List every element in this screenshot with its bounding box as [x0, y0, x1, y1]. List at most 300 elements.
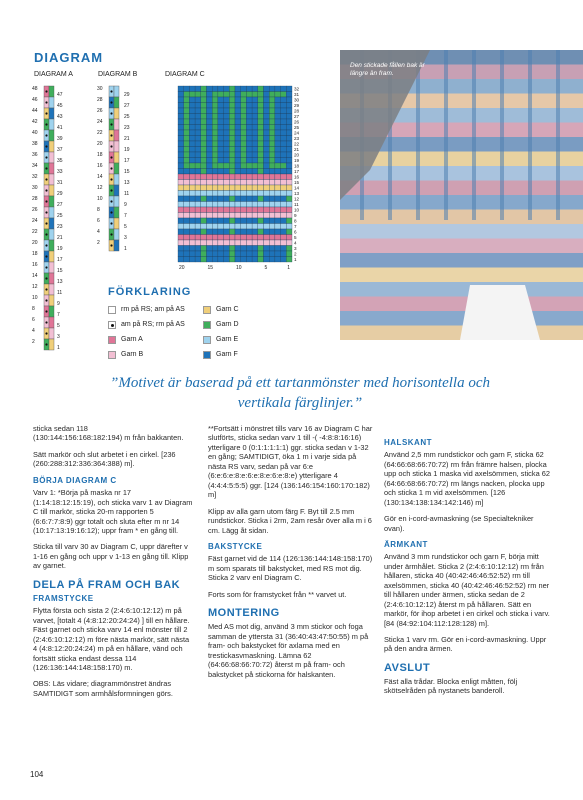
diagram-a-row-number: 3 — [57, 334, 60, 340]
diagram-c-cell — [246, 158, 252, 164]
diagram-a-row-number: 7 — [57, 312, 60, 318]
col3-p1: Använd 2,5 mm rundstickor och garn F, sticka 62 (64:66:68:66:70:72) rm från främre halsen, plocka upp och sticka 1 maska vid axelsömmen, sticka 62 (64:66:68:66:70:72) rm längs nacken, plocka upp och sticka 1 m vid axelsömmen. [126 (130:134:138:134:142:146) m] — [384, 450, 550, 507]
diagram-c-cell — [241, 240, 247, 246]
diagram-c-cell — [184, 180, 190, 186]
swatch-am — [108, 321, 116, 329]
diagram-c-cell — [207, 185, 213, 191]
diagram-a-dot — [45, 189, 47, 191]
diagram-c-cell — [252, 196, 258, 202]
diagram-b-row-number: 27 — [124, 103, 130, 109]
diagram-c-cell — [258, 108, 264, 114]
diagram-c-cell — [195, 125, 201, 131]
diagram-c-col-number: 5 — [264, 265, 268, 271]
diagram-c-cell — [258, 180, 264, 186]
diagram-c-cell — [212, 114, 218, 120]
col1-p1: sticka sedan 118 (130:144:156:168:182:194) m från bakkanten. — [33, 424, 184, 443]
knit-vertical-line — [528, 50, 532, 220]
diagram-b-row-number: 18 — [97, 152, 103, 158]
diagram-c-cell — [212, 213, 218, 219]
diagram-c-chart — [172, 84, 304, 284]
diagram-c-cell — [229, 202, 235, 208]
diagram-c-cell — [189, 185, 195, 191]
diagram-b-cell — [114, 174, 119, 185]
diagram-a-row-number: 35 — [57, 158, 63, 164]
diagram-c-row-number: 29 — [294, 103, 300, 108]
diagram-c-cell — [281, 202, 287, 208]
diagram-c-cell — [246, 224, 252, 230]
knit-stripe — [340, 253, 583, 268]
diagram-c-cell — [246, 136, 252, 142]
diagram-c-cell — [269, 92, 275, 98]
diagram-title: DIAGRAM — [34, 50, 104, 65]
diagram-c-cell — [201, 213, 207, 219]
diagram-c-cell — [235, 158, 241, 164]
diagram-c-cell — [207, 174, 213, 180]
diagram-c-cell — [218, 218, 224, 224]
diagram-c-cell — [224, 207, 230, 213]
diagram-c-cell — [184, 130, 190, 136]
diagram-c-cell — [252, 108, 258, 114]
diagram-c-cell — [229, 147, 235, 153]
diagram-c-cell — [178, 92, 184, 98]
diagram-c-cell — [286, 185, 292, 191]
knit-stripe — [340, 166, 583, 181]
diagram-c-cell — [184, 97, 190, 103]
diagram-c-cell — [235, 202, 241, 208]
diagram-c-cell — [241, 141, 247, 147]
diagram-c-cell — [258, 136, 264, 142]
diagram-c-cell — [286, 108, 292, 114]
diagram-c-cell — [212, 240, 218, 246]
diagram-c-cell — [241, 180, 247, 186]
diagram-c-cell — [275, 158, 281, 164]
diagram-a-dot — [45, 123, 47, 125]
diagram-c-cell — [269, 213, 275, 219]
diagram-c-cell — [229, 207, 235, 213]
diagram-c-cell — [252, 152, 258, 158]
diagram-a-row-number: 28 — [32, 196, 38, 202]
diagram-a-row-number: 12 — [32, 284, 38, 290]
diagram-b-dot — [110, 156, 112, 158]
diagram-c-cell — [189, 86, 195, 92]
diagram-c-cell — [252, 251, 258, 257]
diagram-c-cell — [235, 169, 241, 175]
diagram-c-cell — [241, 235, 247, 241]
diagram-a-row-number: 34 — [32, 163, 38, 169]
diagram-a-dot — [45, 211, 47, 213]
sweater-photo — [340, 50, 583, 340]
diagram-c-cell — [195, 246, 201, 252]
diagram-b-row-number: 24 — [97, 119, 103, 125]
diagram-c-cell — [252, 229, 258, 235]
diagram-c-cell — [258, 152, 264, 158]
diagram-c-cell — [212, 130, 218, 136]
diagram-c-cell — [207, 86, 213, 92]
diagram-a-row-number: 13 — [57, 279, 63, 285]
diagram-c-cell — [212, 257, 218, 263]
diagram-c-cell — [218, 119, 224, 125]
diagram-c-cell — [235, 125, 241, 131]
col3-p2: Gör en i-cord-avmaskning (se Specialtekniker ovan). — [384, 514, 534, 533]
diagram-c-cell — [207, 202, 213, 208]
diagram-a-dot — [45, 310, 47, 312]
diagram-b-row-number: 14 — [97, 174, 103, 180]
diagram-c-cell — [286, 92, 292, 98]
diagram-c-cell — [224, 196, 230, 202]
diagram-c-cell — [235, 108, 241, 114]
diagram-c-cell — [252, 130, 258, 136]
diagram-c-row-number: 5 — [294, 235, 297, 240]
diagram-c-cell — [201, 147, 207, 153]
diagram-c-cell — [218, 152, 224, 158]
diagram-c-cell — [286, 125, 292, 131]
diagram-c-cell — [195, 191, 201, 197]
diagram-c-cell — [207, 196, 213, 202]
diagram-c-cell — [281, 103, 287, 109]
diagram-c-cell — [235, 240, 241, 246]
diagram-c-cell — [264, 141, 270, 147]
diagram-c-cell — [281, 180, 287, 186]
diagram-c-cell — [212, 86, 218, 92]
diagram-a-label: DIAGRAM A — [34, 71, 73, 78]
diagram-c-cell — [184, 202, 190, 208]
diagram-c-cell — [269, 114, 275, 120]
diagram-b-cell — [114, 141, 119, 152]
diagram-c-cell — [184, 257, 190, 263]
diagram-c-cell — [264, 158, 270, 164]
diagram-c-cell — [258, 246, 264, 252]
diagram-c-cell — [264, 251, 270, 257]
diagram-c-cell — [201, 141, 207, 147]
diagram-c-cell — [195, 169, 201, 175]
diagram-c-cell — [189, 119, 195, 125]
diagram-c-cell — [275, 202, 281, 208]
swatch-garn-e — [203, 336, 211, 344]
diagram-c-col-number: 20 — [179, 265, 185, 271]
diagram-c-cell — [201, 163, 207, 169]
diagram-c-cell — [212, 97, 218, 103]
diagram-c-row-number: 32 — [294, 86, 300, 92]
diagram-c-cell — [264, 152, 270, 158]
diagram-a-row-number: 16 — [32, 262, 38, 268]
diagram-c-cell — [201, 246, 207, 252]
diagram-c-cell — [184, 251, 190, 257]
diagram-c-cell — [275, 130, 281, 136]
diagram-c-cell — [207, 97, 213, 103]
diagram-c-cell — [258, 213, 264, 219]
diagram-c-cell — [195, 213, 201, 219]
diagram-c-cell — [269, 251, 275, 257]
diagram-c-row-number: 18 — [294, 163, 300, 169]
diagram-c-cell — [207, 108, 213, 114]
heading-halskant: HALSKANT — [384, 438, 432, 447]
diagram-c-cell — [235, 185, 241, 191]
diagram-c-cell — [189, 103, 195, 109]
diagram-c-cell — [229, 191, 235, 197]
diagram-c-row-number: 17 — [294, 169, 300, 174]
diagram-c-cell — [235, 235, 241, 241]
photo-caption: Den stickade fållen bak är längre än fram. — [350, 62, 425, 78]
diagram-c-cell — [275, 251, 281, 257]
diagram-c-cell — [235, 257, 241, 263]
diagram-c-cell — [178, 114, 184, 120]
diagram-b-dot — [110, 90, 112, 92]
diagram-c-cell — [178, 240, 184, 246]
diagram-c-cell — [246, 141, 252, 147]
diagram-a-cell — [49, 207, 54, 218]
diagram-c-cell — [275, 108, 281, 114]
diagram-c-cell — [275, 119, 281, 125]
diagram-c-cell — [207, 246, 213, 252]
diagram-c-cell — [224, 97, 230, 103]
diagram-c-cell — [178, 191, 184, 197]
diagram-c-cell — [235, 163, 241, 169]
diagram-b-row-number: 8 — [97, 207, 100, 213]
diagram-c-cell — [252, 141, 258, 147]
diagram-c-cell — [229, 108, 235, 114]
diagram-c-cell — [224, 229, 230, 235]
diagram-c-cell — [246, 125, 252, 131]
diagram-c-cell — [189, 147, 195, 153]
diagram-c-cell — [229, 169, 235, 175]
diagram-c-cell — [264, 174, 270, 180]
diagram-c-cell — [286, 158, 292, 164]
diagram-c-cell — [252, 207, 258, 213]
diagram-c-cell — [229, 257, 235, 263]
diagram-c-cell — [235, 224, 241, 230]
diagram-c-cell — [281, 92, 287, 98]
diagram-b-cell — [114, 97, 119, 108]
diagram-c-cell — [184, 114, 190, 120]
diagram-c-cell — [224, 136, 230, 142]
column-1 — [33, 424, 193, 705]
diagram-a-dot — [45, 145, 47, 147]
diagram-c-cell — [201, 251, 207, 257]
diagram-c-cell — [229, 158, 235, 164]
diagram-c-cell — [212, 169, 218, 175]
diagram-c-cell — [212, 207, 218, 213]
diagram-c-cell — [275, 103, 281, 109]
diagram-c-cell — [212, 158, 218, 164]
diagram-c-cell — [224, 235, 230, 241]
diagram-c-cell — [286, 103, 292, 109]
diagram-c-cell — [235, 180, 241, 186]
diagram-c-cell — [184, 235, 190, 241]
diagram-c-cell — [212, 191, 218, 197]
diagram-c-cell — [235, 147, 241, 153]
diagram-c-cell — [212, 136, 218, 142]
diagram-c-row-number: 30 — [294, 97, 300, 103]
diagram-c-cell — [281, 125, 287, 131]
diagram-c-cell — [224, 130, 230, 136]
diagram-c-cell — [286, 174, 292, 180]
diagram-c-cell — [281, 147, 287, 153]
diagram-c-cell — [246, 92, 252, 98]
diagram-c-cell — [241, 92, 247, 98]
diagram-c-cell — [269, 119, 275, 125]
diagram-c-cell — [252, 224, 258, 230]
diagram-c-cell — [264, 185, 270, 191]
diagram-c-cell — [286, 180, 292, 186]
diagram-c-cell — [241, 229, 247, 235]
diagram-c-cell — [178, 152, 184, 158]
diagram-a-cell — [49, 240, 54, 251]
diagram-c-cell — [241, 218, 247, 224]
diagram-c-cell — [235, 86, 241, 92]
diagram-c-cell — [269, 202, 275, 208]
diagram-a-row-number: 1 — [57, 345, 60, 351]
diagram-c-cell — [275, 240, 281, 246]
diagram-b-dot — [110, 222, 112, 224]
diagram-c-cell — [252, 240, 258, 246]
col3-p4: Sticka 1 varv rm. Gör en i-cord-avmaskning. Uppr på den andra ärmen. — [384, 634, 547, 654]
diagram-a-dot — [45, 167, 47, 169]
diagram-a-dot — [45, 222, 47, 224]
diagram-c-cell — [178, 185, 184, 191]
diagram-a-row-number: 29 — [57, 191, 63, 197]
column-3 — [384, 436, 552, 703]
diagram-c-cell — [218, 207, 224, 213]
diagram-c-cell — [264, 103, 270, 109]
diagram-c-cell — [286, 246, 292, 252]
diagram-c-cell — [281, 185, 287, 191]
diagram-c-cell — [258, 251, 264, 257]
diagram-c-cell — [178, 119, 184, 125]
diagram-c-cell — [275, 147, 281, 153]
diagram-c-cell — [229, 130, 235, 136]
diagram-a-cell — [49, 273, 54, 284]
diagram-c-cell — [189, 114, 195, 120]
diagram-c-cell — [286, 191, 292, 197]
diagram-c-cell — [189, 191, 195, 197]
diagram-c-cell — [252, 174, 258, 180]
diagram-c-cell — [275, 114, 281, 120]
diagram-c-cell — [207, 207, 213, 213]
diagram-c-cell — [241, 103, 247, 109]
diagram-a-row-number: 11 — [57, 290, 63, 296]
diagram-a-cell — [49, 328, 54, 339]
diagram-c-cell — [207, 224, 213, 230]
diagram-c-cell — [246, 185, 252, 191]
diagram-c-cell — [201, 169, 207, 175]
diagram-c-cell — [218, 158, 224, 164]
diagram-c-cell — [258, 224, 264, 230]
diagram-c-cell — [241, 152, 247, 158]
diagram-c-cell — [286, 235, 292, 241]
diagram-c-cell — [201, 202, 207, 208]
diagram-c-cell — [241, 97, 247, 103]
diagram-a-row-number: 24 — [32, 218, 38, 224]
diagram-a-cell — [49, 306, 54, 317]
diagram-c-cell — [235, 174, 241, 180]
knit-stripe — [340, 181, 583, 196]
diagram-c-cell — [269, 257, 275, 263]
diagram-c-cell — [218, 185, 224, 191]
diagram-b-row-number: 15 — [124, 169, 130, 175]
knit-stripe — [340, 224, 583, 239]
diagram-b-dot — [110, 145, 112, 147]
diagram-c-cell — [178, 97, 184, 103]
diagram-c-cell — [235, 119, 241, 125]
diagram-c-cell — [218, 196, 224, 202]
diagram-c-cell — [212, 196, 218, 202]
diagram-c-cell — [189, 240, 195, 246]
diagram-c-cell — [178, 108, 184, 114]
diagram-c-cell — [218, 213, 224, 219]
diagram-c-cell — [264, 119, 270, 125]
diagram-c-cell — [218, 174, 224, 180]
diagram-c-cell — [178, 235, 184, 241]
diagram-c-cell — [178, 251, 184, 257]
col2-p2: Klipp av alla garn utom färg F. Byt till 2.5 mm rundstickor. Sticka i 2rm, 2am resår över alla m i 6 cm. Lägg åt sidan. — [208, 506, 372, 535]
diagram-c-cell — [275, 180, 281, 186]
diagram-c-cell — [189, 152, 195, 158]
diagram-b-cell — [114, 229, 119, 240]
diagram-c-cell — [258, 257, 264, 263]
diagram-c-cell — [264, 191, 270, 197]
diagram-a-dot — [45, 90, 47, 92]
diagram-c-cell — [246, 246, 252, 252]
diagram-c-cell — [235, 251, 241, 257]
diagram-c-cell — [264, 202, 270, 208]
diagram-c-cell — [229, 229, 235, 235]
diagram-b-row-number: 29 — [124, 92, 130, 98]
diagram-c-cell — [269, 224, 275, 230]
col1-p4: Sticka till varv 30 av Diagram C, uppr därefter v 1-16 en gång och uppr v 1-13 en gång till. Klipp av garnet. — [33, 542, 189, 571]
diagram-c-row-number: 27 — [294, 114, 300, 119]
diagram-c-cell — [258, 119, 264, 125]
diagram-c-cell — [286, 163, 292, 169]
diagram-c-cell — [212, 229, 218, 235]
diagram-c-cell — [246, 114, 252, 120]
diagram-c-cell — [286, 130, 292, 136]
diagram-c-cell — [178, 86, 184, 92]
diagram-c-cell — [195, 229, 201, 235]
diagram-c-cell — [264, 130, 270, 136]
diagram-c-cell — [252, 180, 258, 186]
diagram-c-cell — [264, 213, 270, 219]
diagram-b-cell — [114, 86, 119, 97]
knit-stripe — [340, 239, 583, 254]
diagram-c-cell — [275, 207, 281, 213]
diagram-c-cell — [269, 147, 275, 153]
diagram-c-cell — [286, 152, 292, 158]
diagram-c-row-number: 31 — [294, 92, 300, 97]
diagram-c-row-number: 6 — [294, 229, 297, 235]
diagram-c-cell — [264, 169, 270, 175]
diagram-a-row-number: 6 — [32, 317, 35, 323]
diagram-c-row-number: 1 — [294, 257, 297, 262]
diagram-a-cell — [49, 130, 54, 141]
diagram-c-cell — [189, 174, 195, 180]
diagram-c-cell — [258, 141, 264, 147]
diagram-b-row-number: 9 — [124, 202, 127, 208]
diagram-c-cell — [224, 180, 230, 186]
swatch-rm — [108, 306, 116, 314]
diagram-b-row-number: 4 — [97, 229, 100, 235]
diagram-c-cell — [258, 125, 264, 131]
diagram-c-cell — [241, 213, 247, 219]
diagram-c-cell — [269, 152, 275, 158]
diagram-c-cell — [189, 97, 195, 103]
diagram-b-dot — [110, 123, 112, 125]
diagram-c-cell — [224, 158, 230, 164]
diagram-c-cell — [286, 97, 292, 103]
diagram-c-cell — [252, 185, 258, 191]
diagram-c-cell — [184, 141, 190, 147]
diagram-a-row-number: 33 — [57, 169, 63, 175]
diagram-a-row-number: 25 — [57, 213, 63, 219]
